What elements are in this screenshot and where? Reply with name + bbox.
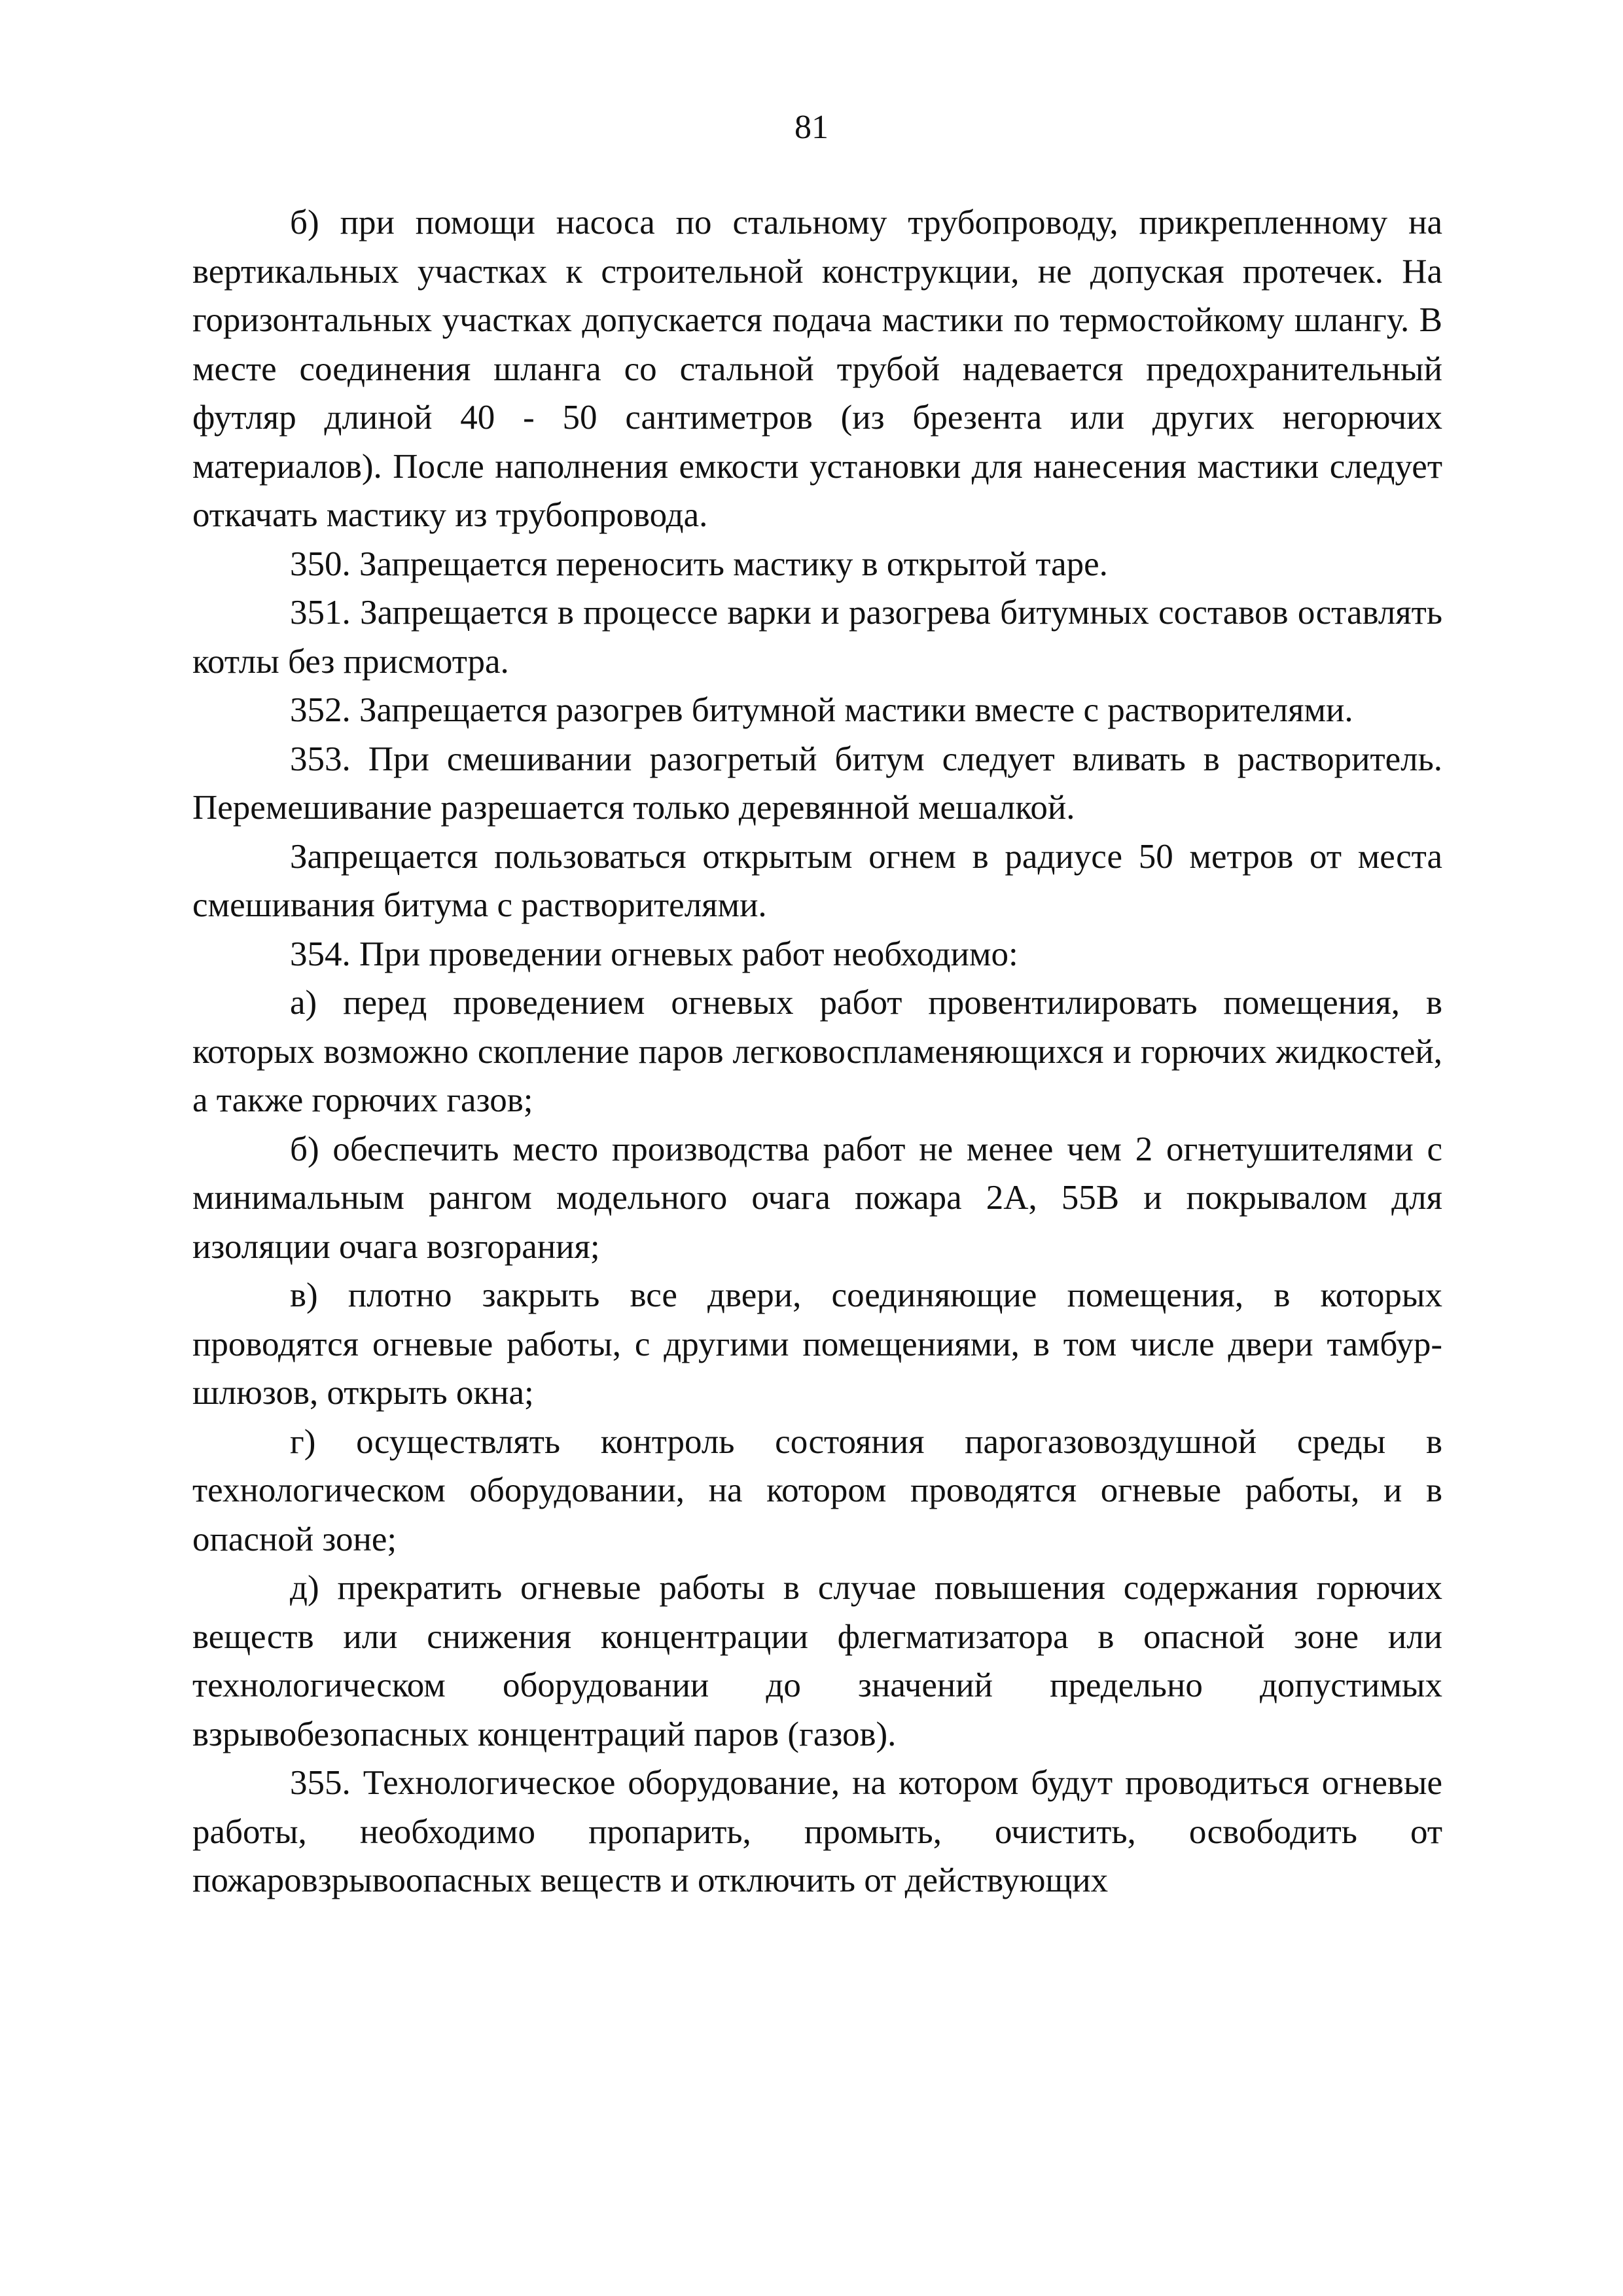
paragraph-351: 351. Запрещается в процессе варки и разогрева битумных составов оставлять котлы без присмотра.	[192, 594, 1442, 681]
paragraph-354-a: а) перед проведением огневых работ провентилировать помещения, в которых возможно скопление паров легковоспламеняющихся и горючих жидкостей, а также горючих газов;	[192, 984, 1442, 1119]
page-number: 81	[794, 109, 829, 146]
paragraph-354: 354. При проведении огневых работ необходимо:	[290, 935, 1018, 973]
document-body	[192, 198, 1442, 1905]
paragraph-354-d: д) прекратить огневые работы в случае повышения содержания горючих веществ или снижения концентрации флегматизатора в опасной зоне или технологическом оборудовании до значений предельно допустимых взрывобезопасных концентраций паров (газов).	[192, 1569, 1442, 1753]
paragraph-352: 352. Запрещается разогрев битумной мастики вместе с растворителями.	[290, 691, 1353, 729]
paragraph-open-fire: Запрещается пользоваться открытым огнем в радиусе 50 метров от места смешивания битума с растворителями.	[192, 837, 1442, 924]
paragraph-355: 355. Технологическое оборудование, на котором будут проводиться огневые работы, необходимо пропарить, промыть, очистить, освободить от пожаровзрывоопасных веществ и отключить от действующих	[192, 1764, 1442, 1899]
paragraph-354-v: в) плотно закрыть все двери, соединяющие помещения, в которых проводятся огневые работы, с другими помещениями, в том числе двери тамбур-шлюзов, открыть окна;	[192, 1276, 1442, 1412]
paragraph-350: 350. Запрещается переносить мастику в открытой таре.	[290, 545, 1108, 583]
paragraph-354-g: г) осуществлять контроль состояния парогазовоздушной среды в технологическом оборудовании, на котором проводятся огневые работы, и в опасной зоне;	[192, 1422, 1442, 1558]
paragraph-b-pump: б) при помощи насоса по стальному трубопроводу, прикрепленному на вертикальных участках к строительной конструкции, не допуская протечек. На горизонтальных участках допускается подача мастики по термостойкому шлангу. В месте соединения шланга со стальной трубой надевается предохранительный футляр длиной 40 - 50 сантиметров (из брезента или других негорючих материалов). После наполнения емкости установки для нанесения мастики следует откачать мастику из трубопровода.	[192, 204, 1442, 534]
paragraph-354-b: б) обеспечить место производства работ не менее чем 2 огнетушителями с минимальным рангом модельного очага пожара 2А, 55В и покрывалом для изоляции очага возгорания;	[192, 1130, 1442, 1266]
paragraph-353: 353. При смешивании разогретый битум следует вливать в растворитель. Перемешивание разрешается только деревянной мешалкой.	[192, 740, 1442, 827]
